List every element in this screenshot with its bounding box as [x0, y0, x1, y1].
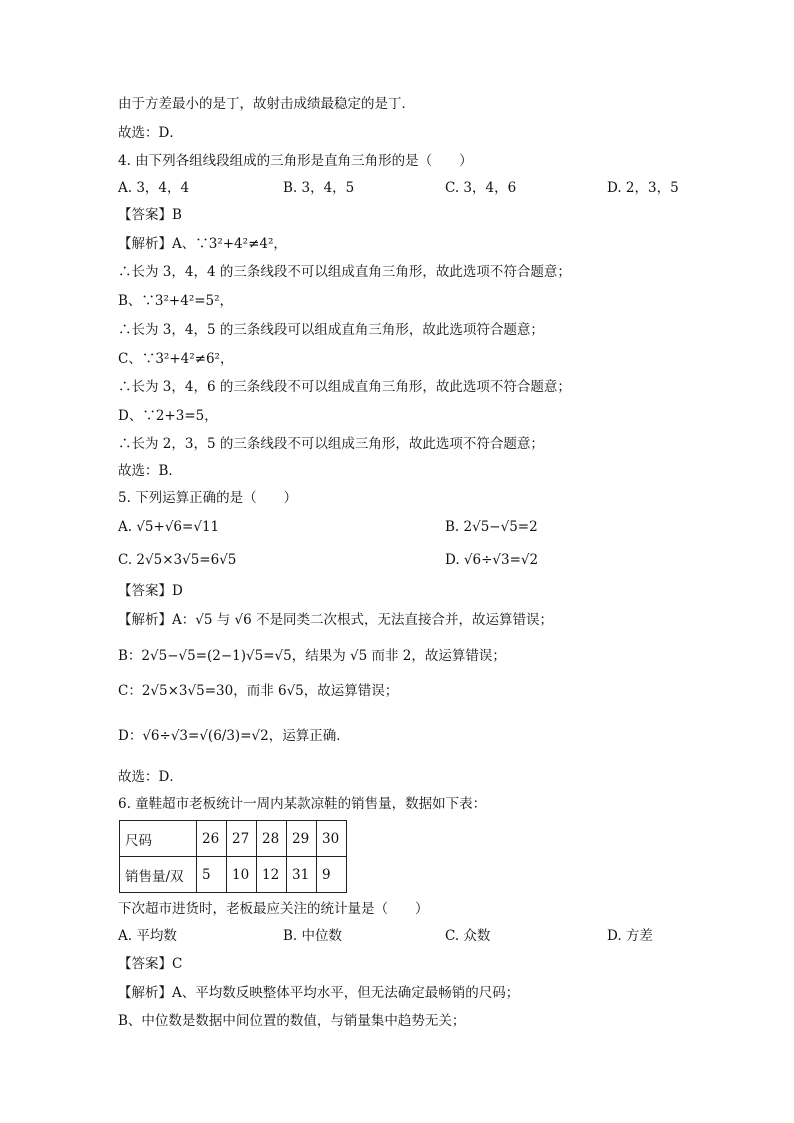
text-line-l24: 【解析】A、平均数反映整体平均水平，但无法确定最畅销的尺码； [118, 985, 520, 1001]
text-line-l07: B、∵3²+4²=5²， [118, 293, 234, 309]
text-line-l10: ∴长为 3，4，6 的三条线段不可以组成直角三角形，故此选项不符合题意； [118, 379, 571, 395]
option-q6b: B. 中位数 [283, 928, 343, 944]
option-q4c: C. 3，4，6 [445, 180, 517, 196]
table-row-sales [120, 857, 347, 893]
text-line-l14: 5. 下列运算正确的是（ ） [118, 490, 298, 506]
text-line-l23: 【答案】C [118, 956, 183, 972]
text-line-l13: 故选：B． [118, 463, 182, 479]
text-line-l08: ∴长为 3，4，5 的三条线段可以组成直角三角形，故此选项符合题意； [118, 322, 544, 338]
text-line-l09: C、∵3²+4²≠6²， [118, 351, 234, 367]
sales-table [119, 820, 347, 893]
table-cell: 5 [197, 857, 227, 893]
table-cell: 12 [257, 857, 287, 893]
table-header-size: 尺码 [120, 821, 197, 857]
text-line-l15: 【答案】D [118, 583, 183, 599]
option-q6a: A. 平均数 [118, 928, 177, 944]
text-line-l11: D、∵2+3=5， [118, 408, 218, 424]
option-q5c: C. 2√5×3√5=6√5 [118, 552, 237, 568]
option-q5b: B. 2√5−√5=2 [445, 519, 538, 535]
text-line-l03: 4. 由下列各组线段组成的三角形是直角三角形的是（ ） [118, 153, 473, 169]
text-line-l17: B：2√5−√5=(2−1)√5=√5，结果为 √5 而非 2，故运算错误； [118, 648, 506, 664]
table-row-sizes [120, 821, 347, 857]
text-line-l02: 故选：D． [118, 125, 183, 141]
text-line-l06: ∴长为 3，4，4 的三条线段不可以组成直角三角形，故此选项不符合题意； [118, 264, 571, 280]
text-line-l12: ∴长为 2，3，5 的三条线段不可以组成三角形，故此选项不符合题意； [118, 436, 544, 452]
table-cell: 30 [317, 821, 347, 857]
text-line-l25: B、中位数是数据中间位置的数值，与销量集中趋势无关； [118, 1013, 466, 1029]
table-cell: 29 [287, 821, 317, 857]
table-cell: 28 [257, 821, 287, 857]
table-cell: 10 [227, 857, 257, 893]
table-cell: 9 [317, 857, 347, 893]
option-q5a: A. √5+√6=√11 [118, 519, 220, 535]
option-q4b: B. 3，4，5 [283, 180, 355, 196]
text-line-l18: C：2√5×3√5=30，而非 6√5，故运算错误； [118, 683, 399, 699]
option-q6d: D. 方差 [607, 928, 653, 944]
text-line-l01: 由于方差最小的是丁，故射击成绩最稳定的是丁． [118, 96, 415, 112]
table-cell: 31 [287, 857, 317, 893]
text-line-l05: 【解析】A、∵3²+4²≠4²， [118, 236, 287, 252]
text-line-l22: 下次超市进货时，老板最应关注的统计量是（ ） [118, 901, 429, 917]
text-line-l20: 故选：D． [118, 769, 183, 785]
text-line-l19: D：√6÷√3=√(6/3)=√2，运算正确． [118, 728, 350, 744]
text-line-l16: 【解析】A：√5 与 √6 不是同类二次根式，无法直接合并，故运算错误； [118, 612, 554, 628]
option-q4d: D. 2，3，5 [607, 180, 679, 196]
option-q6c: C. 众数 [445, 928, 491, 944]
option-q4a: A. 3，4，4 [118, 180, 190, 196]
text-line-l04: 【答案】B [118, 207, 182, 223]
table-cell: 27 [227, 821, 257, 857]
table-header-sales: 销售量/双 [120, 857, 197, 893]
option-q5d: D. √6÷√3=√2 [445, 552, 539, 568]
text-line-l21: 6. 童鞋超市老板统计一周内某款凉鞋的销售量，数据如下表： [118, 796, 487, 812]
table-cell: 26 [197, 821, 227, 857]
